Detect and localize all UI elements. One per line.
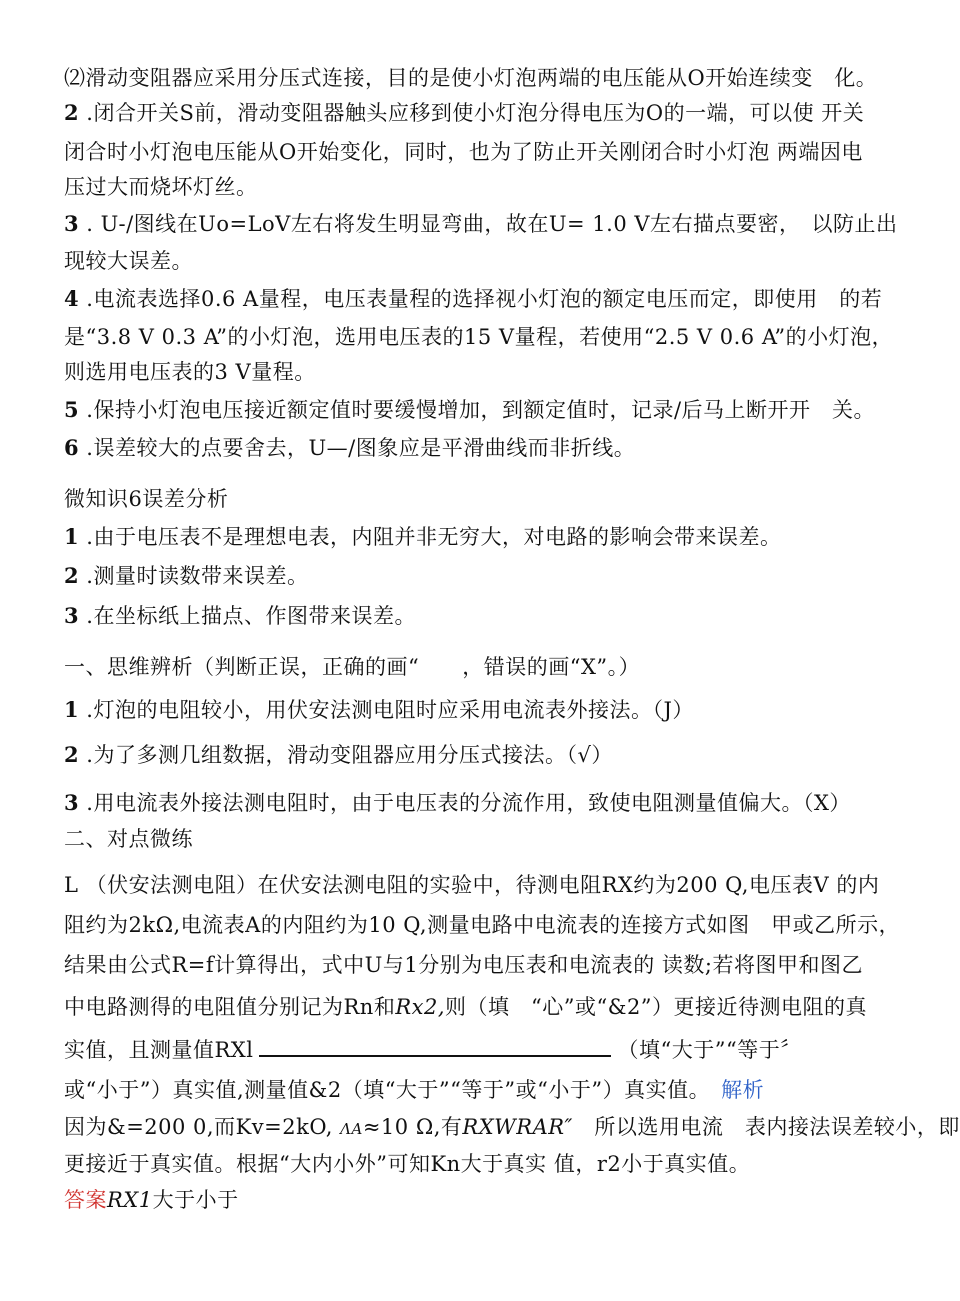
text: .保持小灯泡电压接近额定值时要缓慢增加，到额定值时，记录/后马上断开开 关。 (79, 398, 876, 422)
text: 因为&=200 0,而Kv=2kO, (64, 1115, 341, 1139)
item-3-line-2 (64, 246, 880, 276)
text: .由于电压表不是理想电表，内阻并非无穷大，对电路的影响会带来误差。 (79, 525, 782, 549)
question-line-3 (64, 950, 880, 980)
item-6 (64, 433, 880, 463)
question-line-1 (64, 870, 880, 900)
item-4-line-1 (64, 284, 883, 314)
item-number: 3 (64, 603, 80, 628)
item-4-line-3 (64, 357, 880, 387)
item-number: 1 (64, 524, 80, 549)
item-number: 6 (64, 435, 80, 460)
text: .测量时读数带来误差。 (79, 564, 309, 588)
text: 闭合时小灯泡电压能从O开始变化，同时，也为了防止开关刚闭合时小灯泡 两端因电 (64, 140, 863, 164)
item-number: 1 (64, 697, 80, 722)
answer-symbol: RX1 (107, 1188, 153, 1212)
analysis-label: 解析 (721, 1078, 765, 1102)
question-line-4 (64, 992, 880, 1022)
item-number: 2 (64, 100, 80, 125)
text: .闭合开关S前，滑动变阻器触头应移到使小灯泡分得电压为O的一端，可以使 开关 (79, 101, 865, 125)
text: .为了多测几组数据，滑动变阻器应用分压式接法。（√） (79, 743, 613, 767)
text: （填“大于”“等于〞 (617, 1038, 802, 1062)
question-line-6 (64, 1075, 880, 1105)
section-title-error-analysis (64, 484, 880, 514)
answer-label: 答案 (64, 1188, 107, 1212)
item-4-line-2 (64, 322, 894, 352)
item-number: 4 (64, 286, 80, 311)
text: 结果由公式R=f计算得出，式中U与1分别为电压表和电流表的 读数;若将图甲和图乙 (64, 953, 863, 977)
item-2-line-1 (64, 98, 880, 128)
item-5 (64, 395, 880, 425)
section-title-practice (64, 824, 880, 854)
text: 中电路测得的电阻值分别记为Rn和 (64, 995, 396, 1019)
section-title: 二、对点微练 (64, 827, 193, 851)
answer-line (64, 1185, 880, 1215)
judge-item-3 (64, 788, 880, 818)
text: 阻约为2kΩ,电流表A的内阻约为10 Q,测量电路中电流表的连接方式如图 甲或乙所示， (64, 913, 901, 937)
answer-blank (259, 1035, 611, 1057)
answer-text: 大于小于 (152, 1188, 239, 1212)
section-title: 微知识6误差分析 (64, 487, 229, 511)
text: . U-/图线在Uo=LoV左右将发生明显弯曲，故在U= 1.0 V左右描点要密， 以防止出 (79, 212, 898, 236)
section-title: 一、思维辨析（判断正误，正确的画“ ，错误的画“X”。） (64, 655, 641, 679)
text: .在坐标纸上描点、作图带来误差。 (79, 604, 416, 628)
error-item-1 (64, 522, 880, 552)
text: 则（填 “心”或“&2”）更接近待测电阻的真 (445, 995, 868, 1019)
text: 所以选用电流 表内接法误差较小，即 (572, 1115, 960, 1139)
question-line-2 (64, 910, 901, 940)
text: .误差较大的点要舍去，U—/图象应是平滑曲线而非折线。 (79, 436, 636, 460)
text: 现较大误差。 (64, 249, 193, 273)
section-title-thinking (64, 652, 880, 682)
text: 则选用电压表的3 V量程。 (64, 360, 316, 384)
judge-item-1 (64, 695, 880, 725)
item-2-line-3 (64, 172, 880, 202)
text: 更接近于真实值。根据“大内小外”可知Kn大于真实 值，r2小于真实值。 (64, 1152, 751, 1176)
item-number: 2 (64, 742, 80, 767)
item-number: 5 (64, 397, 80, 422)
judge-item-2 (64, 740, 880, 770)
paragraph-voltage-divider (64, 63, 880, 93)
text: ⑵滑动变阻器应采用分压式连接，目的是使小灯泡两端的电压能从O开始连续变 化。 (64, 66, 878, 90)
text: L （伏安法测电阻）在伏安法测电阻的实验中，待测电阻RX约为200 Q,电压表V 的内 (64, 873, 880, 897)
ra-symbol: ΛΑ (340, 1120, 363, 1138)
item-3-line-1 (64, 209, 898, 239)
question-line-5 (64, 1035, 880, 1065)
text: .用电流表外接法测电阻时，由于电压表的分流作用，致使电阻测量值偏大。（X） (79, 791, 851, 815)
formula: RXWRAR″ (462, 1115, 573, 1139)
item-2-line-2 (64, 137, 880, 167)
text: 实值，且测量值RXl (64, 1038, 254, 1062)
item-number: 3 (64, 790, 80, 815)
item-number: 3 (64, 211, 80, 236)
error-item-2 (64, 561, 880, 591)
rx2-symbol: Rx2, (395, 995, 446, 1019)
item-number: 2 (64, 563, 80, 588)
error-item-3 (64, 601, 880, 631)
text: .灯泡的电阻较小，用伏安法测电阻时应采用电流表外接法。（J） (79, 698, 694, 722)
question-line-8 (64, 1149, 880, 1179)
question-line-7 (64, 1112, 960, 1144)
text: 是“3.8 V 0.3 A”的小灯泡，选用电压表的15 V量程，若使用“2.5 V 0.6 A”的小灯泡， (64, 325, 894, 349)
text: .电流表选择0.6 A量程，电压表量程的选择视小灯泡的额定电压而定，即使用 的若 (79, 287, 883, 311)
text: ≈10 Ω,有 (362, 1115, 463, 1139)
text: 或“小于”）真实值,测量值&2（填“大于”“等于”或“小于”）真实值。 (64, 1078, 722, 1102)
text: 压过大而烧坏灯丝。 (64, 175, 258, 199)
